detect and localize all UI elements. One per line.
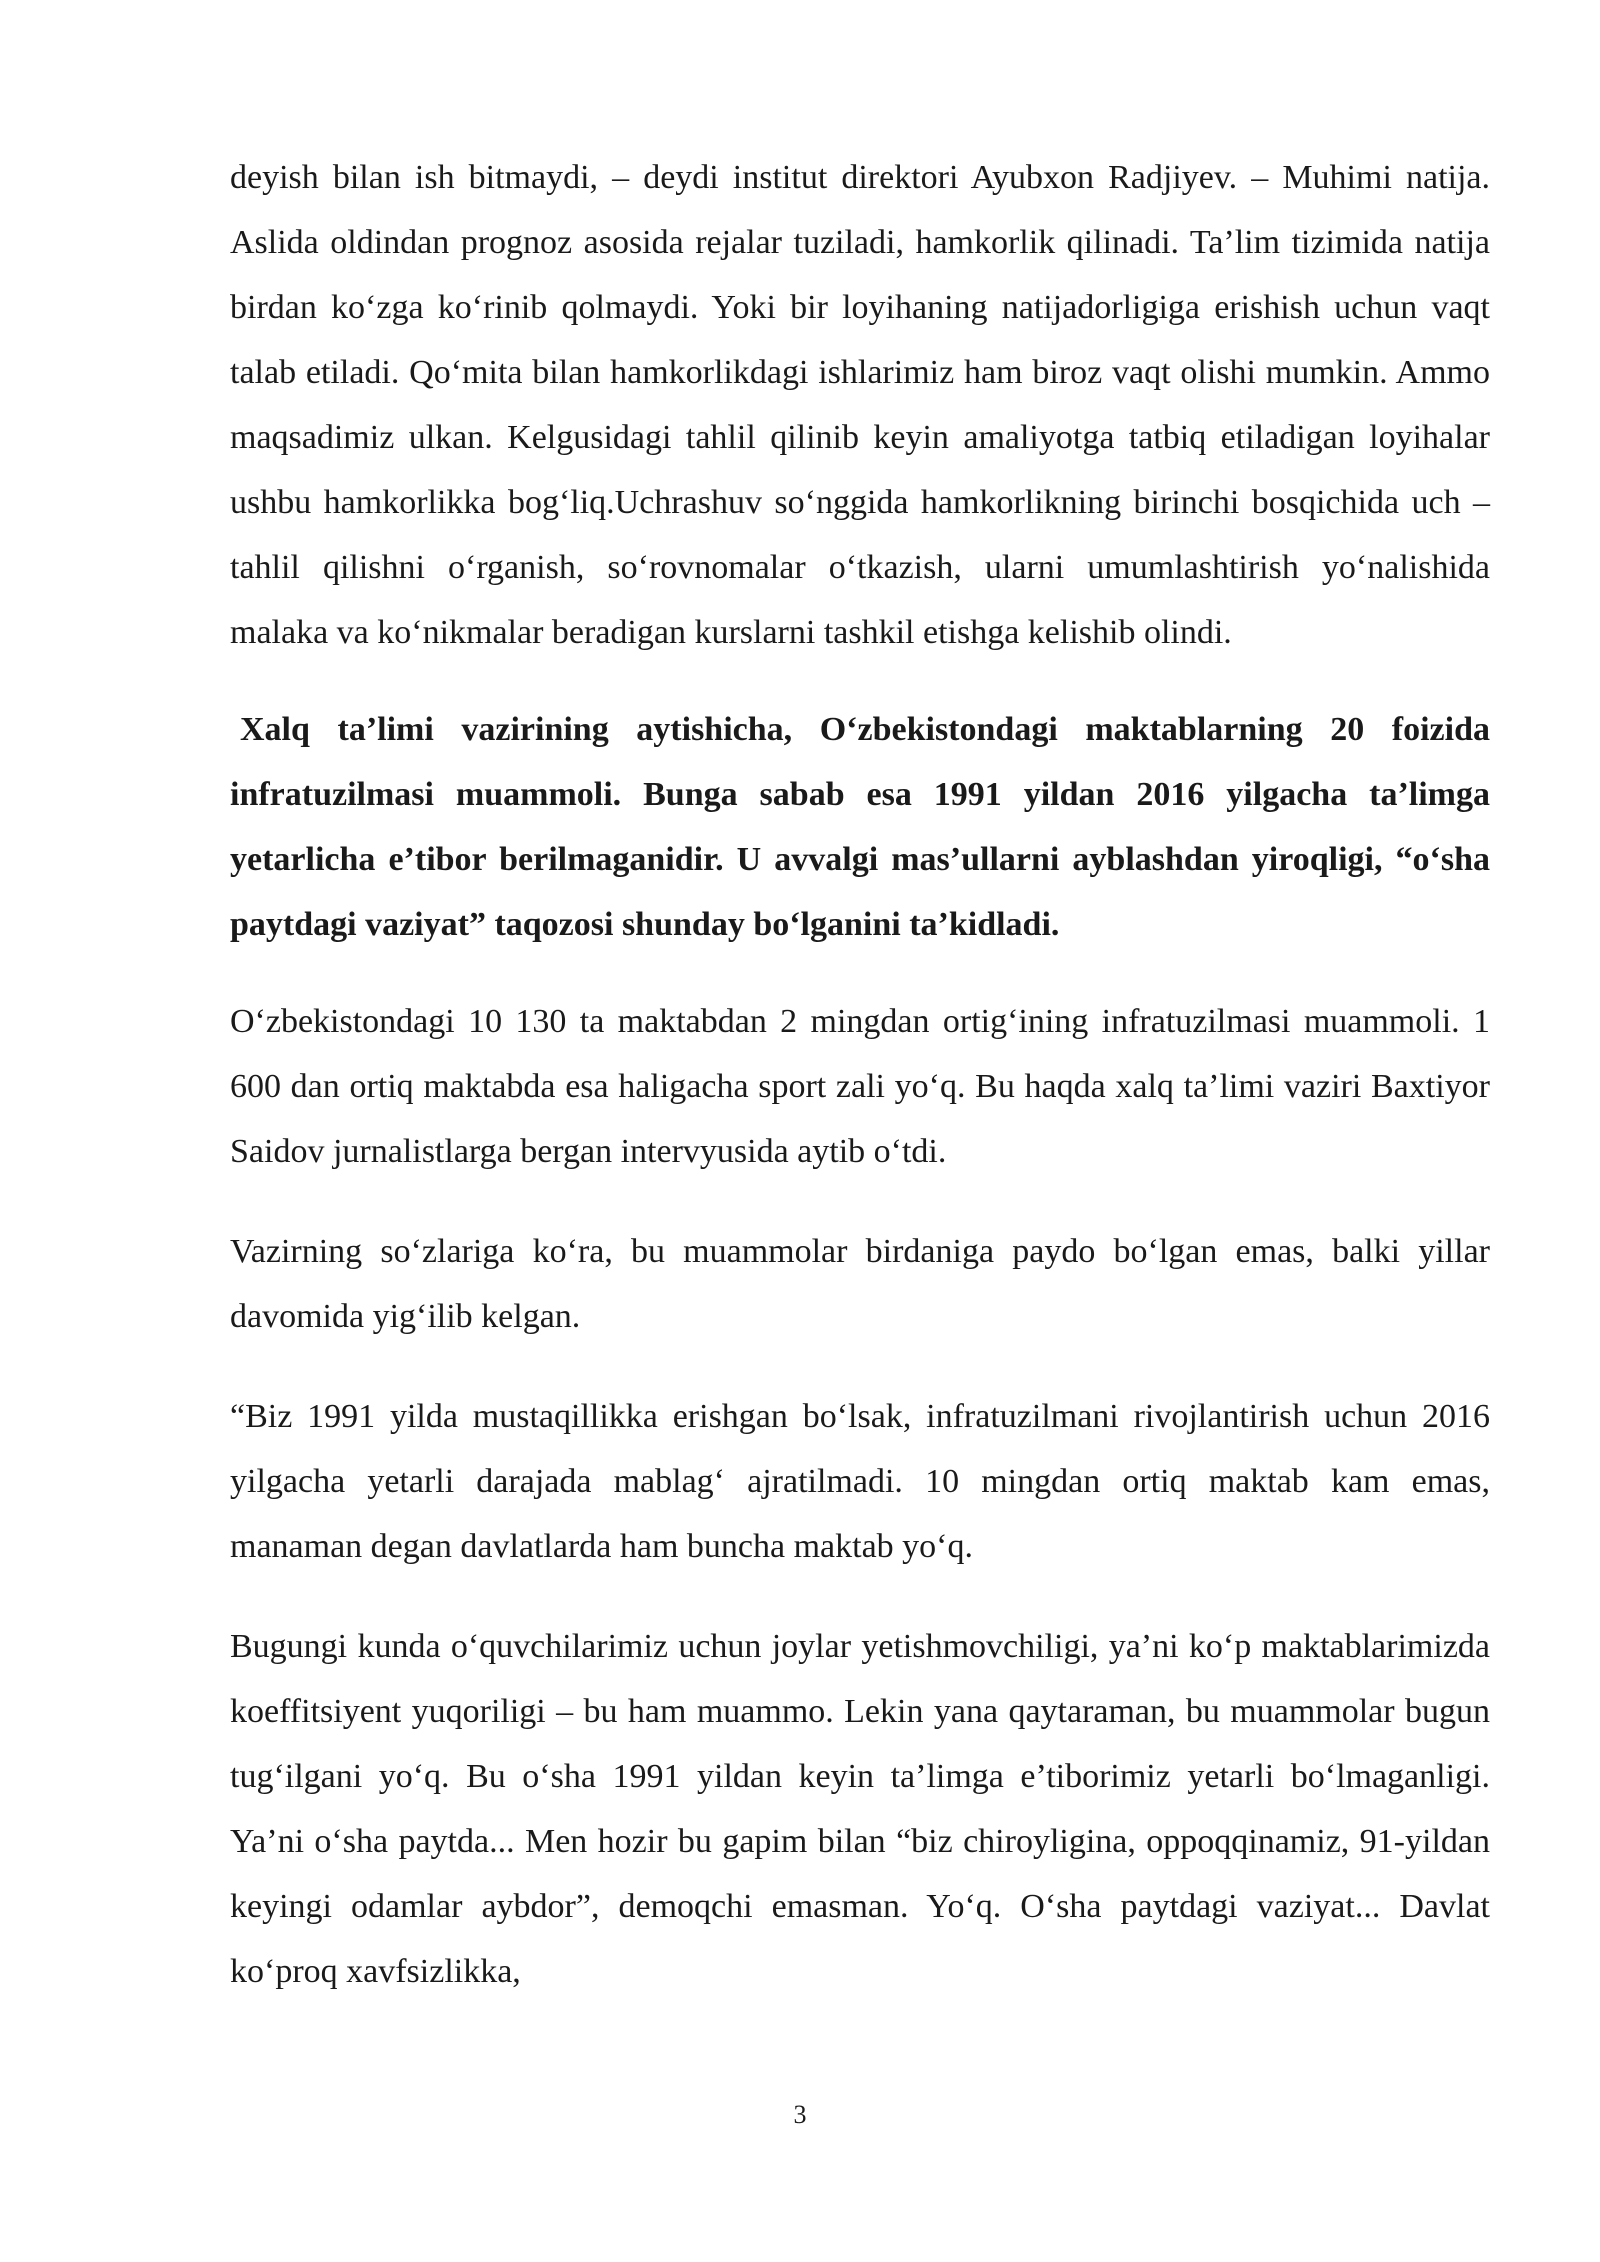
paragraph-minister-quote-2: Bugungi kunda o‘quvchilarimiz uchun joylar yetishmovchiligi, ya’ni ko‘p maktablarimizda koeffitsiyent yuqoriligi – bu ham muammo. Lekin yana qaytaraman, bu muammolar bugun tug‘ilgani yo‘q. Bu o‘sha 1991 yildan keyin ta’limga e’tiborimiz yetarli bo‘lmaganligi. Ya’ni o‘sha paytda... Men hozir bu gapim bilan “biz chiroyligina, oppoqqinamiz, 91-yildan keyingi odamlar aybdor”, demoqchi emasman. Yo‘q. O‘sha paytdagi vaziyat... Davlat ko‘proq xavfsizlikka, xyxy=(230,1628,1490,1990)
document-body xyxy=(230,145,1490,2004)
paragraph-school-statistics: O‘zbekistondagi 10 130 ta maktabdan 2 mingdan ortig‘ining infratuzilmasi muammoli. 1 600 dan ortiq maktabda esa haligacha sport zali yo‘q. Bu haqda xalq ta’limi vaziri Baxtiyor Saidov jurnalistlarga bergan intervyusida aytib o‘tdi. xyxy=(230,1003,1490,1170)
paragraph-director-quote: deyish bilan ish bitmaydi, – deydi institut direktori Ayubxon Radjiyev. – Muhimi natija. Aslida oldindan prognoz asosida rejalar tuziladi, hamkorlik qilinadi. Ta’lim tizimida natija birdan ko‘zga ko‘rinib qolmaydi. Yoki bir loyihaning natijadorligiga erishish uchun vaqt talab etiladi. Qo‘mita bilan hamkorlikdagi ishlarimiz ham biroz vaqt olishi mumkin. Ammo maqsadimiz ulkan. Kelgusidagi tahlil qilinib keyin amaliyotga tatbiq etiladigan loyihalar ushbu hamkorlikka bog‘liq.Uchrashuv so‘nggida hamkorlikning birinchi bosqichida uch – tahlil qilishni o‘rganish, so‘rovnomalar o‘tkazish, ularni umumlashtirish yo‘nalishida malaka va ko‘nikmalar beradigan kurslarni tashkil etishga kelishib olindi. xyxy=(230,159,1490,651)
paragraph-minister-quote-1: “Biz 1991 yilda mustaqillikka erishgan bo‘lsak, infratuzilmani rivojlantirish uchun 2016 yilgacha yetarli darajada mablag‘ ajratilmadi. 10 mingdan ortiq maktab kam emas, manaman degan davlatlarda ham buncha maktab yo‘q. xyxy=(230,1398,1490,1565)
page-number: 3 xyxy=(793,2100,807,2129)
paragraph-minister-lead: Xalq ta’limi vazirining aytishicha, O‘zbekistondagi maktablarning 20 foizida infratuzilmasi muammoli. Bunga sabab esa 1991 yildan 2016 yilgacha ta’limga yetarlicha e’tibor berilmaganidir. U avvalgi mas’ullarni ayblashdan yiroqligi, “o‘sha paytdagi vaziyat” taqozosi shunday bo‘lganini ta’kidladi. xyxy=(230,711,1490,943)
paragraph-minister-words: Vazirning so‘zlariga ko‘ra, bu muammolar birdaniga paydo bo‘lgan emas, balki yillar davomida yig‘ilib kelgan. xyxy=(230,1233,1490,1335)
